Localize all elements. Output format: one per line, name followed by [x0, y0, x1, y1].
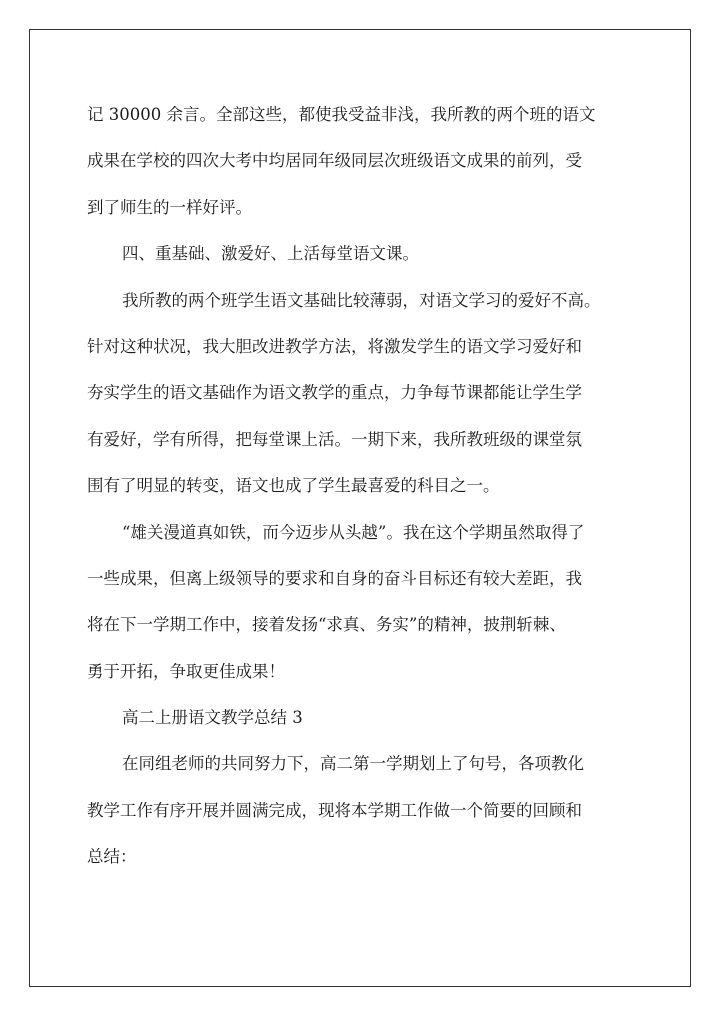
quote-line: “雄关漫道真如铁，而今迈步从头越”。我在这个学期虽然取得了	[122, 522, 585, 542]
text-line: 总结：	[87, 847, 137, 867]
text-line: 记 30000 余言。全部这些，都使我受益非浅，我所教的两个班的语文	[87, 105, 596, 124]
text-line: 夯实学生的语文基础作为语文教学的重点，力争每节课都能让学生学	[87, 383, 582, 403]
section-heading: 四、重基础、激爱好、上活每堂语文课。	[122, 244, 419, 264]
text-line: 围有了明显的转变，语文也成了学生最喜爱的科目之一。	[87, 476, 500, 496]
text-line: 我所教的两个班学生语文基础比较薄弱，对语文学习的爱好不高。	[122, 290, 601, 310]
document-subtitle: 高二上册语文教学总结 3	[122, 708, 303, 728]
text-line: 到了师生的一样好评。	[87, 197, 252, 217]
text-line: 勇于开拓，争取更佳成果！	[87, 661, 285, 681]
text-line: 教学工作有序开展并圆满完成，现将本学期工作做一个简要的回顾和	[87, 800, 582, 820]
text-line: 一些成果，但离上级领导的要求和自身的奋斗目标还有较大差距，我	[87, 568, 582, 588]
text-line: 成果在学校的四次大考中均居同年级同层次班级语文成果的前列，受	[87, 151, 582, 171]
text-line: 在同组老师的共同努力下，高二第一学期划上了句号，各项教化	[122, 754, 584, 774]
document-body	[87, 92, 635, 881]
text-line: 针对这种状况，我大胆改进教学方法，将激发学生的语文学习爱好和	[87, 336, 582, 356]
text-line: 将在下一学期工作中，接着发扬“求真、务实”的精神，披荆斩棘、	[87, 615, 566, 635]
text-line: 有爱好，学有所得，把每堂课上活。一期下来，我所教班级的课堂氛	[87, 429, 582, 449]
